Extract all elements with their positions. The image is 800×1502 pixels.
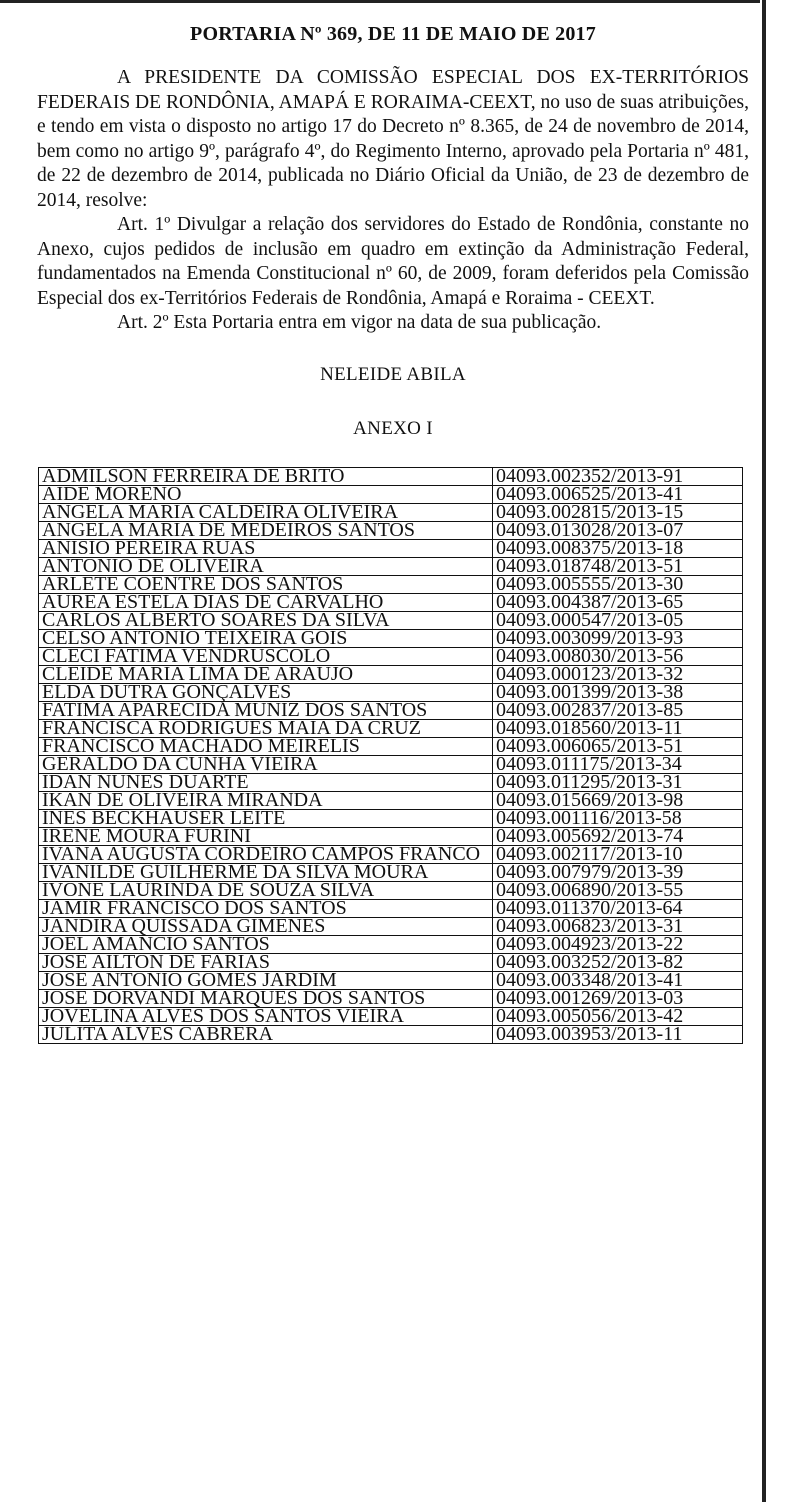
process-number-cell: 04093.015669/2013-98 xyxy=(493,791,743,809)
server-name-cell: JOSE DORVANDI MARQUES DOS SANTOS xyxy=(39,989,493,1007)
process-number-cell: 04093.008030/2013-56 xyxy=(493,647,743,665)
process-number-cell: 04093.004387/2013-65 xyxy=(493,593,743,611)
server-name-cell: ELDA DUTRA GONÇALVES xyxy=(39,683,493,701)
server-name-cell: ANTONIO DE OLIVEIRA xyxy=(39,557,493,575)
server-name-cell: CLEIDE MARIA LIMA DE ARAUJO xyxy=(39,665,493,683)
server-name-cell: AUREA ESTELA DIAS DE CARVALHO xyxy=(39,593,493,611)
process-number-cell: 04093.006890/2013-55 xyxy=(493,881,743,899)
process-number-cell: 04093.000547/2013-05 xyxy=(493,611,743,629)
server-name-cell: IVANILDE GUILHERME DA SILVA MOURA xyxy=(39,863,493,881)
table-row xyxy=(39,1025,743,1043)
server-name-cell: ARLETE COENTRE DOS SANTOS xyxy=(39,575,493,593)
server-name-cell: JOEL AMANCIO SANTOS xyxy=(39,935,493,953)
server-name-cell: JOVELINA ALVES DOS SANTOS VIEIRA xyxy=(39,1007,493,1025)
server-name-cell: IRENE MOURA FURINI xyxy=(39,827,493,845)
process-number-cell: 04093.007979/2013-39 xyxy=(493,863,743,881)
server-name-cell: INES BECKHAUSER LEITE xyxy=(39,809,493,827)
server-name-cell: JANDIRA QUISSADA GIMENES xyxy=(39,917,493,935)
process-number-cell: 04093.018748/2013-51 xyxy=(493,557,743,575)
server-name-cell: JOSE AILTON DE FARIAS xyxy=(39,953,493,971)
process-number-cell: 04093.003953/2013-11 xyxy=(493,1025,743,1043)
table-row xyxy=(39,1007,743,1025)
article-2-paragraph: Art. 2º Esta Portaria entra em vigor na data de sua publicação. xyxy=(117,312,602,333)
process-number-cell: 04093.006823/2013-31 xyxy=(493,917,743,935)
server-name-cell: ADMILSON FERREIRA DE BRITO xyxy=(39,467,493,485)
server-name-cell: IVANA AUGUSTA CORDEIRO CAMPOS FRANCO xyxy=(39,845,493,863)
server-name-cell: IDAN NUNES DUARTE xyxy=(39,773,493,791)
server-name-cell: FRANCISCO MACHADO MEIRELIS xyxy=(39,737,493,755)
process-number-cell: 04093.002117/2013-10 xyxy=(493,845,743,863)
server-name-cell: CARLOS ALBERTO SOARES DA SILVA xyxy=(39,611,493,629)
annex-title: ANEXO I xyxy=(353,417,433,439)
server-name-cell: GERALDO DA CUNHA VIEIRA xyxy=(39,755,493,773)
server-name-cell: IKAN DE OLIVEIRA MIRANDA xyxy=(39,791,493,809)
process-number-cell: 04093.013028/2013-07 xyxy=(493,521,743,539)
server-name-cell: AIDE MORENO xyxy=(39,485,493,503)
process-number-cell: 04093.011370/2013-64 xyxy=(493,899,743,917)
process-number-cell: 04093.005692/2013-74 xyxy=(493,827,743,845)
process-number-cell: 04093.003348/2013-41 xyxy=(493,971,743,989)
process-number-cell: 04093.011175/2013-34 xyxy=(493,755,743,773)
process-number-cell: 04093.002815/2013-15 xyxy=(493,503,743,521)
annex-table xyxy=(38,464,743,1044)
process-number-cell: 04093.005555/2013-30 xyxy=(493,575,743,593)
signer-name: NELEIDE ABILA xyxy=(320,363,466,385)
process-number-cell: 04093.005056/2013-42 xyxy=(493,1007,743,1025)
server-name-cell: JULITA ALVES CABRERA xyxy=(39,1025,493,1043)
server-name-cell: JAMIR FRANCISCO DOS SANTOS xyxy=(39,899,493,917)
process-number-cell: 04093.001269/2013-03 xyxy=(493,989,743,1007)
server-name-cell: JOSE ANTONIO GOMES JARDIM xyxy=(39,971,493,989)
process-number-cell: 04093.018560/2013-11 xyxy=(493,719,743,737)
server-name-cell: FATIMA APARECIDA MUNIZ DOS SANTOS xyxy=(39,701,493,719)
right-rule xyxy=(762,0,766,1502)
document-title: PORTARIA Nº 369, DE 11 DE MAIO DE 2017 xyxy=(190,23,596,45)
process-number-cell: 04093.002352/2013-91 xyxy=(493,467,743,485)
top-rule xyxy=(0,0,760,3)
server-name-cell: CELSO ANTONIO TEIXEIRA GOIS xyxy=(39,629,493,647)
preamble-paragraph: A PRESIDENTE DA COMISSÃO ESPECIAL DOS EX-TERRITÓRIOS FEDERAIS DE RONDÔNIA, AMAPÁ E RORAIMA-CEEXT, no uso de suas atribuições, e tendo em vista o disposto no artigo 17 do Decreto nº 8.365, de 24 de novembro de 2014, bem como no artigo 9º, parágrafo 4º, do Regimento Interno, aprovado pela Portaria nº 481, de 22 de dezembro de 2014, publicada no Diário Oficial da União, de 23 de dezembro de 2014, resolve: xyxy=(37,67,749,211)
process-number-cell: 04093.011295/2013-31 xyxy=(493,773,743,791)
process-number-cell: 04093.003252/2013-82 xyxy=(493,953,743,971)
process-number-cell: 04093.006065/2013-51 xyxy=(493,737,743,755)
document-page xyxy=(37,18,749,1044)
process-number-cell: 04093.004923/2013-22 xyxy=(493,935,743,953)
server-name-cell: ANISIO PEREIRA RUAS xyxy=(39,539,493,557)
process-number-cell: 04093.002837/2013-85 xyxy=(493,701,743,719)
server-name-cell: ANGELA MARIA DE MEDEIROS SANTOS xyxy=(39,521,493,539)
process-number-cell: 04093.008375/2013-18 xyxy=(493,539,743,557)
server-name-cell: FRANCISCA RODRIGUES MAIA DA CRUZ xyxy=(39,719,493,737)
process-number-cell: 04093.001116/2013-58 xyxy=(493,809,743,827)
annex-table-body xyxy=(39,464,743,1043)
server-name-cell: ANGELA MARIA CALDEIRA OLIVEIRA xyxy=(39,503,493,521)
server-name-cell: CLECI FATIMA VENDRUSCOLO xyxy=(39,647,493,665)
process-number-cell: 04093.003099/2013-93 xyxy=(493,629,743,647)
server-name-cell: IVONE LAURINDA DE SOUZA SILVA xyxy=(39,881,493,899)
process-number-cell: 04093.000123/2013-32 xyxy=(493,665,743,683)
article-1-paragraph: Art. 1º Divulgar a relação dos servidores do Estado de Rondônia, constante no Anexo, cujos pedidos de inclusão em quadro em extinção da Administração Federal, fundamentados na Emenda Constitucional nº 60, de 2009, foram deferidos pela Comissão Especial dos ex-Territórios Federais de Rondônia, Amapá e Roraima - CEEXT. xyxy=(37,214,749,309)
process-number-cell: 04093.001399/2013-38 xyxy=(493,683,743,701)
process-number-cell: 04093.006525/2013-41 xyxy=(493,485,743,503)
